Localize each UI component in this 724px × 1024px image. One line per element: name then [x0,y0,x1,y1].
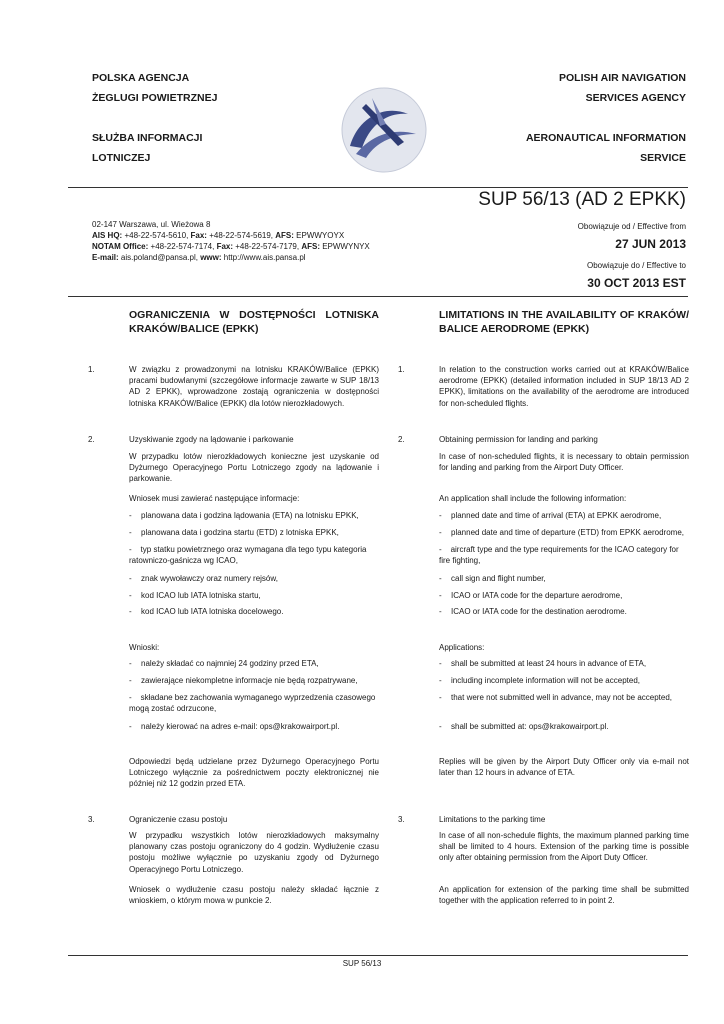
pansa-logo [336,84,428,176]
en-application-item: - planned date and time of arrival (ETA) at EPKK aerodrome, [439,511,662,520]
en-point-3-text-2: An application for extension of the parking time shall be submitted together with the application referred to in point 2. [439,885,689,906]
en-point-2-text: In case of non-scheduled flights, it is necessary to obtain permission for landing and parking from the Airport Duty Officer. [439,452,689,473]
pl-point-1-text: W związku z prowadzonymi na lotnisku KRAKÓW/Balice (EPKK) pracami budowlanymi (szczegółowe informacje zawarte w SUP 18/13 AD 2 EPKK), wprowadzone zostają ograniczenia w dostępności lotniska KRAKÓW/Balice (EPKK) dla lotów nierozkładowych. [129,365,379,408]
pl-point-3-text-2: Wniosek o wydłużenie czasu postoju należy składać łącznie z wnioskiem, o którym mowa w punkcie 2. [129,885,379,906]
en-point-3-heading: Limitations to the parking time [439,815,546,824]
pl-application-item: - znak wywoławczy oraz numery rejsów, [129,574,278,583]
en-application-item: - aircraft type and the type requirements for the ICAO category for fire fighting, [439,545,679,566]
en-application-item: - planned date and time of departure (ETD) from EPKK aerodrome, [439,528,685,537]
en-svc-line1: AERONAUTICAL INFORMATION [525,132,686,144]
en-requirement-item: - shall be submitted at least 24 hours in advance of ETA, [439,659,647,668]
pl-org-line2: ŻEGLUGI POWIETRZNEJ [92,92,218,104]
pl-org-line1: POLSKA AGENCJA [92,72,190,84]
pl-reply-text: Odpowiedzi będą udzielane przez Dyżurnego Operacyjnego Portu Lotniczego wyłącznie za pośrednictwem poczty elektronicznej nie później niż 12 godzin przed ETA. [129,757,379,789]
pl-application-item: - planowana data i godzina startu (ETD) z lotniska EPKK, [129,528,339,537]
en-svc-line2: SERVICE [640,152,686,164]
en-application-intro: An application shall include the following information: [439,494,627,503]
contact-address: 02-147 Warszawa, ul. Wieżowa 8 [92,220,211,229]
en-point-3-text: In case of all non-schedule flights, the maximum planned parking time shall be limited to 4 hours. Extension of the parking time is possible only after obtaining permission from the Aiport Duty Officer. [439,831,689,863]
contact-block [92,219,432,263]
pl-application-item: - planowana data i godzina lądowania (ETA) na lotnisku EPKK, [129,511,359,520]
footer-rule [68,955,688,956]
en-org-line2: SERVICES AGENCY [585,92,686,104]
pl-point-2-number: 2. [88,435,95,444]
pl-point-3-heading: Ograniczenie czasu postoju [129,815,228,824]
effective-from-date: 27 JUN 2013 [615,237,686,251]
sup-title: SUP 56/13 (AD 2 EPKK) [478,189,686,210]
en-point-2-heading: Obtaining permission for landing and parking [439,435,598,444]
en-application-item: - ICAO or IATA code for the departure aerodrome, [439,591,623,600]
body-rule [68,296,688,297]
contact-notam: NOTAM Office: +48-22-574-7174, Fax: +48-22-574-7179, AFS: EPWWYNYX [92,242,370,251]
en-service-name [446,128,686,168]
pl-requirement-item: - zawierające niekompletne informacje nie będą rozpatrywane, [129,676,358,685]
en-point-2-number: 2. [398,435,405,444]
pl-application-item: - kod ICAO lub IATA lotniska startu, [129,591,261,600]
en-point-3-number: 3. [398,815,405,824]
footer-page-label: SUP 56/13 [342,959,382,968]
pl-requirements-intro: Wnioski: [129,643,160,652]
en-point-1-number: 1. [398,365,405,374]
pl-point-1-number: 1. [88,365,95,374]
pl-requirement-item: - należy składać co najmniej 24 godziny przed ETA, [129,659,319,668]
en-application-item: - call sign and flight number, [439,574,546,583]
en-requirement-item: - including incomplete information will not be accepted, [439,676,640,685]
header-rule [68,187,688,188]
en-requirements-intro: Applications: [439,643,485,652]
pl-point-2-heading: Uzyskiwanie zgody na lądowanie i parkowanie [129,435,294,444]
pl-svc-line2: LOTNICZEJ [92,152,151,164]
effective-from-label: Obowiązuje od / Effective from [577,222,686,231]
en-section-title: LIMITATIONS IN THE AVAILABILITY OF KRAKÓW/ BALICE AERODROME (EPKK) [439,309,689,335]
pl-requirement-item: - należy kierować na adres e-mail: ops@krakowairport.pl. [129,722,340,731]
pl-point-3-text: W przypadku wszystkich lotów nierozkładowych maksymalny planowany czas postoju ograniczony do 4 godzin. Wydłużenie czasu postoju możliwe wyłącznie po uzyskaniu zgody od Dyżurnego Operacyjnego Portu Lotniczego. [129,831,379,874]
en-requirement-item: - that were not submitted well in advance, may not be accepted, [439,693,673,702]
pl-application-item: - kod ICAO lub IATA lotniska docelowego. [129,607,284,616]
pl-point-3-number: 3. [88,815,95,824]
en-application-item: - ICAO or IATA code for the destination aerodrome. [439,607,627,616]
pl-section-title: OGRANICZENIA W DOSTĘPNOŚCI LOTNISKA KRAKÓW/BALICE (EPKK) [129,309,379,335]
effective-to-date: 30 OCT 2013 EST [587,276,686,290]
pl-point-2-text: W przypadku lotów nierozkładowych konieczne jest uzyskanie od Dyżurnego Operacyjnego Portu Lotniczego zgody na lądowanie i parkowanie. [129,452,379,484]
en-point-1-text: In relation to the construction works carried out at KRAKÓW/Balice aerodrome (EPKK) (detailed information included in SUP 18/13 AD 2 EPKK), limitations on the availability of the aerodrome are introduced for non-scheduled flights. [439,365,689,408]
pl-requirement-item: - składane bez zachowania wymaganego wyprzedzenia czasowego mogą zostać odrzucone, [129,693,376,714]
pl-service-name [92,128,292,168]
contact-ais-hq: AIS HQ: +48-22-574-5610, Fax: +48-22-574-5619, AFS: EPWWYOYX [92,231,345,240]
effective-to-label: Obowiązuje do / Effective to [586,261,686,270]
pl-application-intro: Wniosek musi zawierać następujące informacje: [129,494,300,503]
pl-svc-line1: SŁUŻBA INFORMACJI [92,132,203,144]
pl-org-name [92,68,292,108]
en-org-line1: POLISH AIR NAVIGATION [559,72,686,84]
en-reply-text: Replies will be given by the Airport Duty Officer only via e-mail not later than 12 hours in advance of ETA. [439,757,689,778]
pl-application-item: - typ statku powietrznego oraz wymagana dla tego typu kategoria ratowniczo-gaśnicza wg ICAO, [129,545,367,566]
en-org-name [446,68,686,108]
en-requirement-item: - shall be submitted at: ops@krakowairport.pl. [439,722,609,731]
contact-email: E-mail: ais.poland@pansa.pl, www: http://www.ais.pansa.pl [92,253,306,262]
